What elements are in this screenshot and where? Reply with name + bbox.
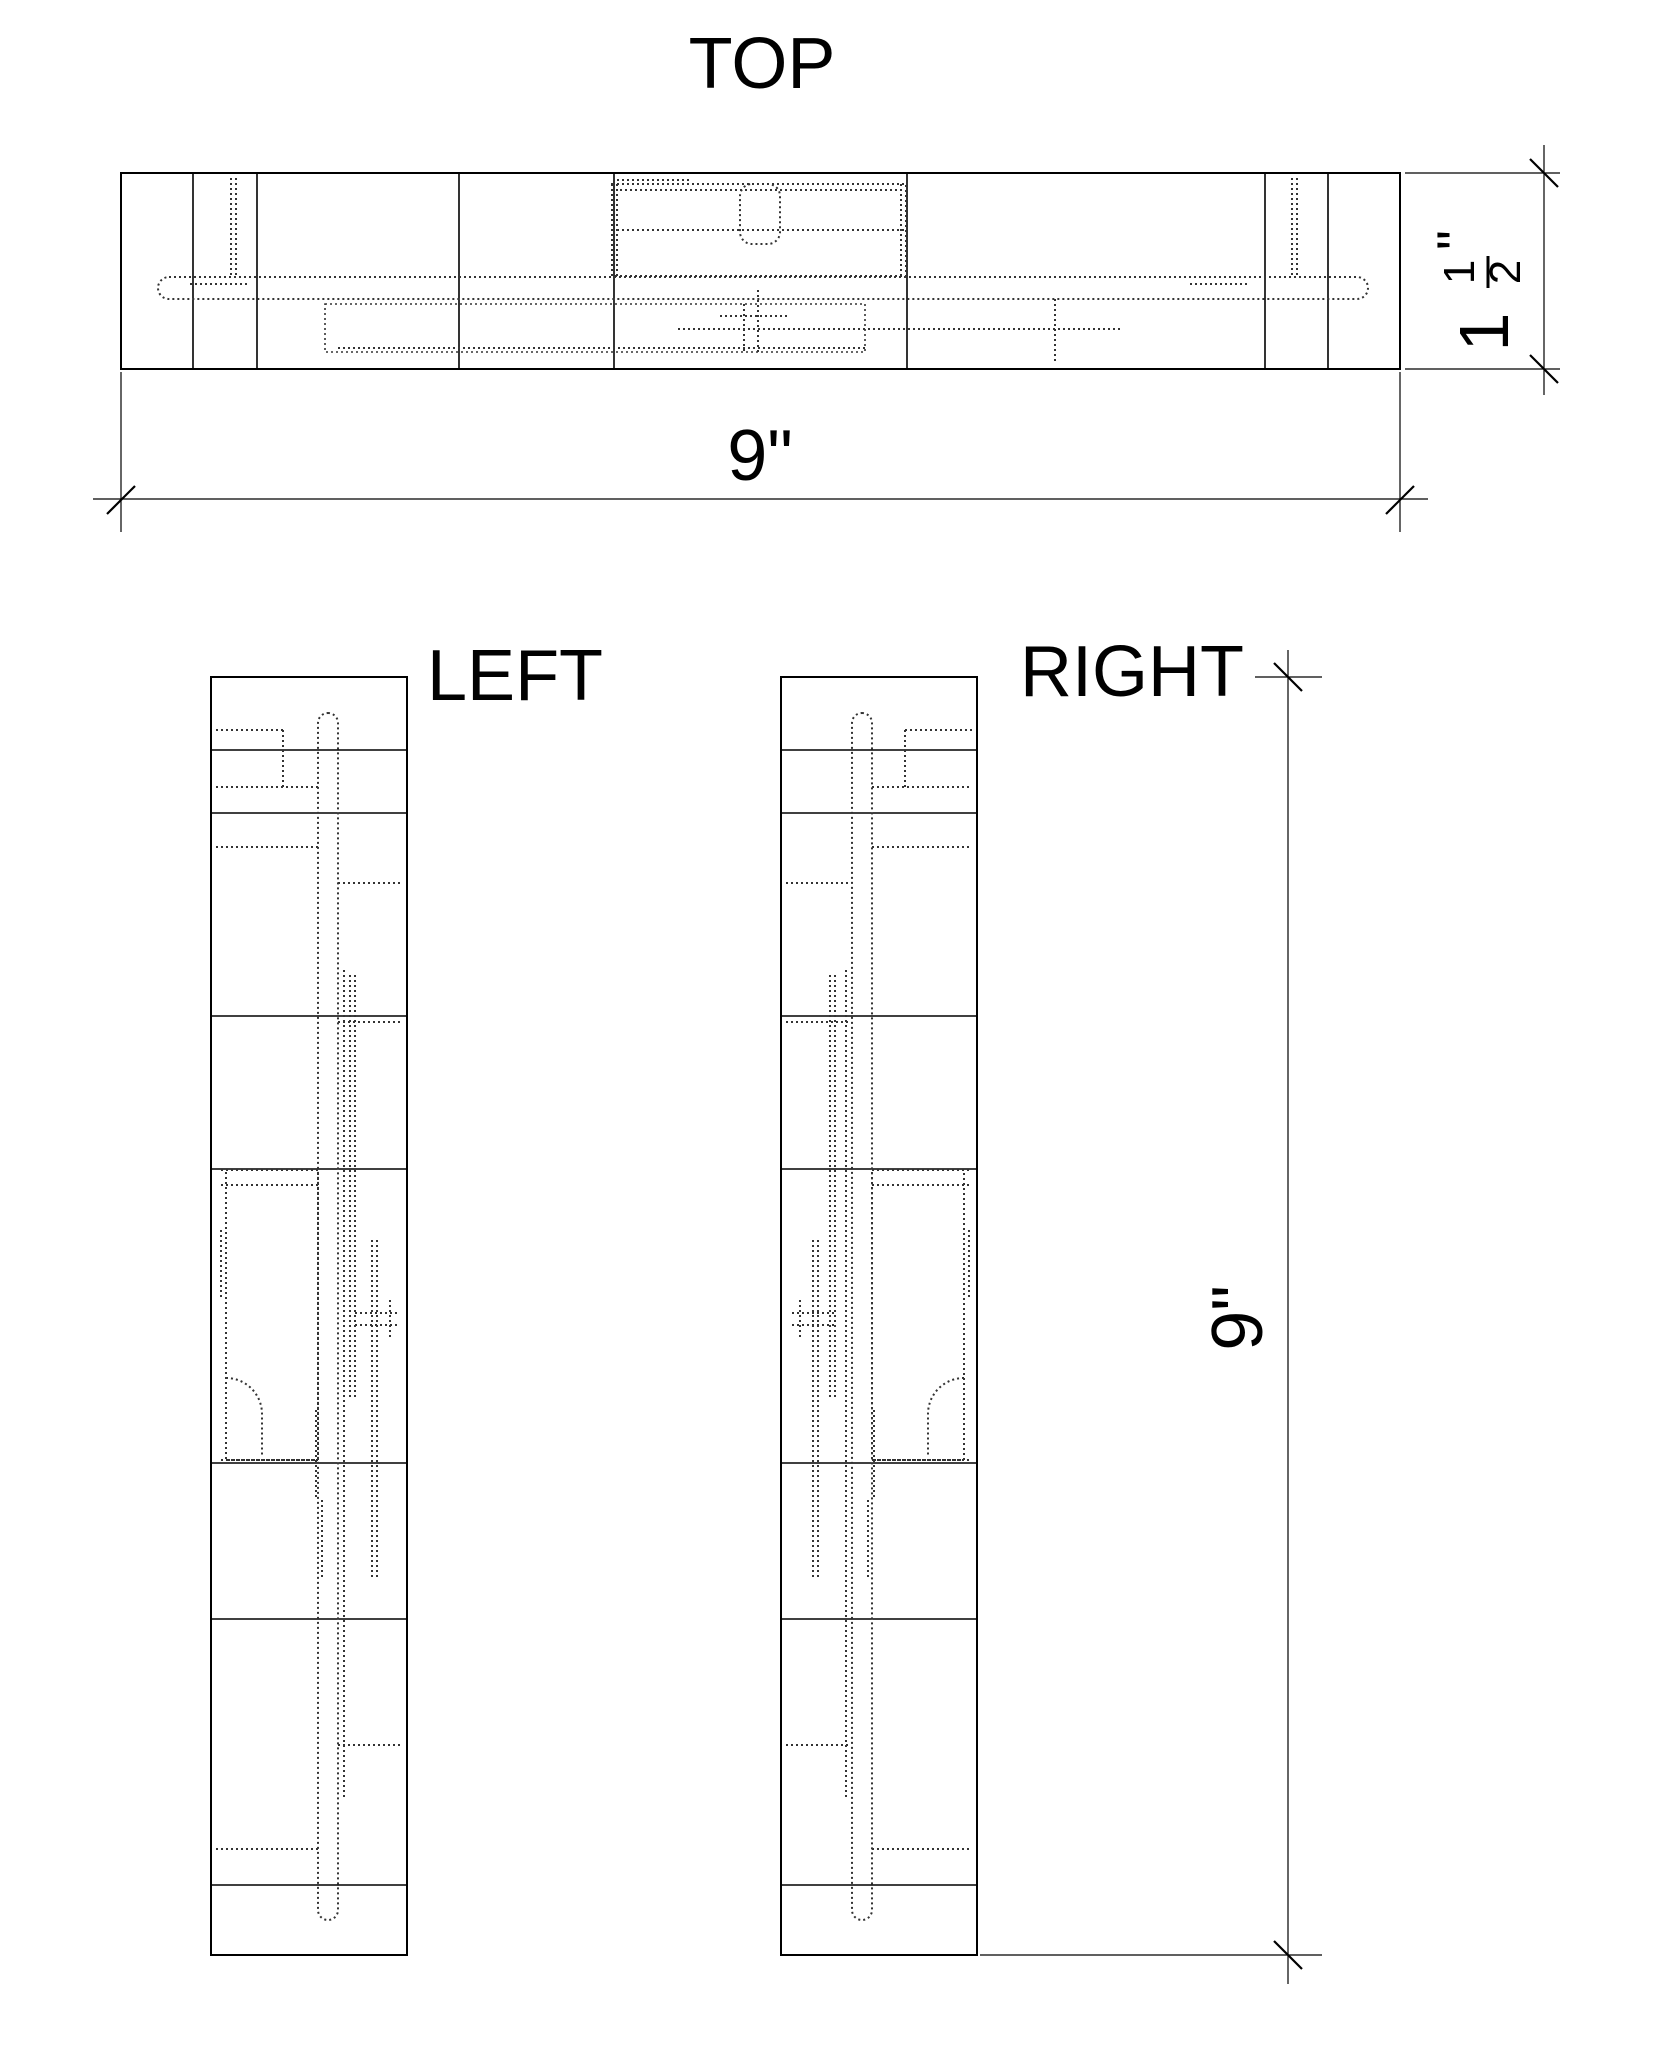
top-view-outline: [121, 173, 1400, 369]
right-view-outline: [781, 677, 977, 1955]
top-view-hidden-lines: [158, 178, 1368, 362]
top-height-label: [1425, 230, 1530, 351]
top-view: [93, 24, 1560, 532]
left-view: [211, 636, 603, 1955]
right-view-label: RIGHT: [1020, 632, 1244, 712]
top-view-label: TOP: [688, 24, 836, 104]
top-height-whole: 1: [1445, 312, 1523, 352]
right-view-section-lines: [781, 750, 977, 1885]
left-view-section-lines: [211, 750, 407, 1885]
top-height-numerator: 1: [1435, 259, 1484, 285]
right-view-hidden-lines: [786, 713, 972, 1920]
top-width-label: 9": [727, 416, 793, 496]
side-length-label: 9": [1198, 1285, 1278, 1351]
top-height-denominator: 2: [1481, 259, 1530, 285]
top-view-section-lines: [193, 173, 1328, 369]
right-view: [781, 632, 1322, 1984]
top-height-inch-mark: ": [1425, 230, 1488, 250]
left-view-hidden-lines: [216, 713, 402, 1920]
left-view-label: LEFT: [427, 636, 604, 716]
